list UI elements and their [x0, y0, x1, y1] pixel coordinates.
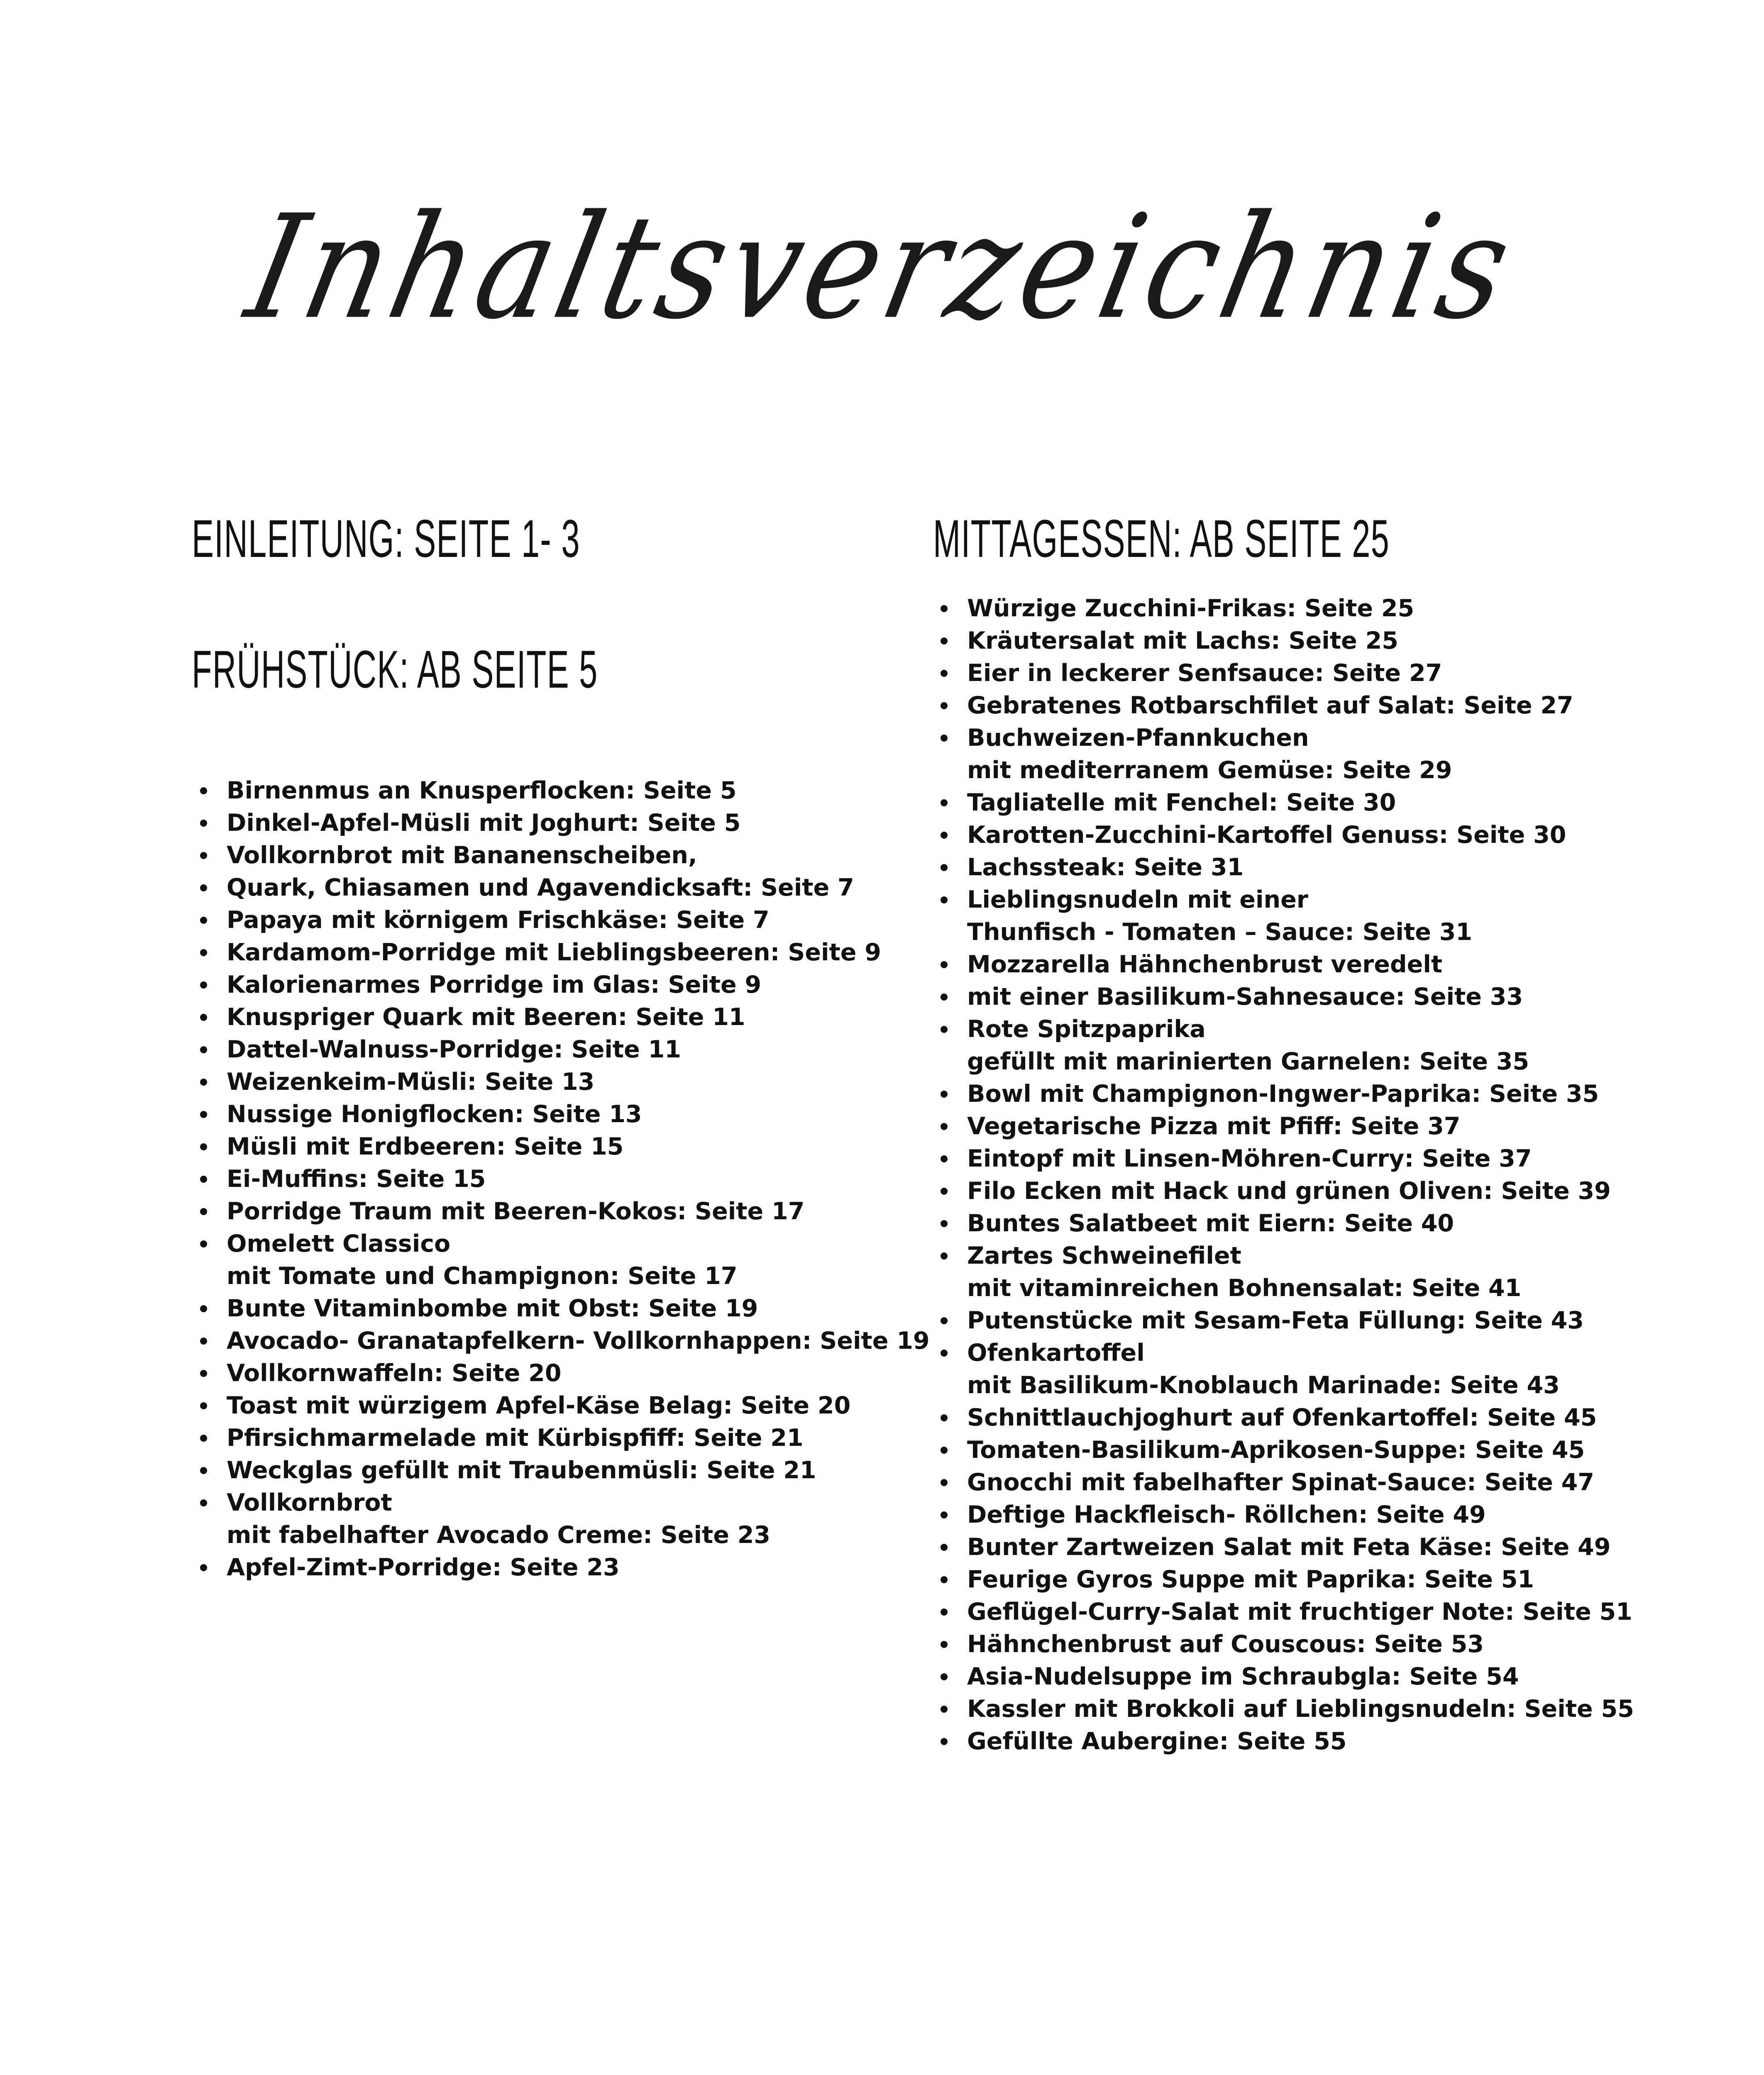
list-item	[934, 884, 1634, 948]
list-item-text: Nussige Honigflocken: Seite 13	[227, 1101, 642, 1128]
list-item-text: Weckglas gefüllt mit Traubenmüsli: Seite 21	[227, 1457, 816, 1484]
list-item-text: Schnittlauchjoghurt auf Ofenkartoffel: Seite 45	[967, 1404, 1597, 1431]
list-item	[193, 1325, 930, 1357]
list-item	[934, 1110, 1634, 1142]
list-item	[934, 1337, 1634, 1401]
list-item-text: Avocado- Granatapfelkern- Vollkornhappen: Seite 19	[227, 1327, 930, 1355]
list-item-text: Deftige Hackfleisch- Röllchen: Seite 49	[967, 1501, 1486, 1528]
list-item-text: Bowl mit Champignon-Ingwer-Paprika: Seite 35	[967, 1080, 1599, 1108]
list-item	[934, 1078, 1634, 1110]
list-item-text: Birnenmus an Knusperflocken: Seite 5	[227, 777, 737, 804]
list-item-text: Bunter Zartweizen Salat mit Feta Käse: Seite 49	[967, 1533, 1611, 1561]
list-item-text: Kardamom-Porridge mit Lieblingsbeeren: Seite 9	[227, 939, 881, 966]
list-item-text: Mozzarella Hähnchenbrust veredelt	[967, 951, 1443, 978]
list-item-text: Müsli mit Erdbeeren: Seite 15	[227, 1133, 624, 1160]
list-item-text: Filo Ecken mit Hack und grünen Oliven: Seite 39	[967, 1177, 1611, 1205]
list-item-text: Kassler mit Brokkoli auf Lieblingsnudeln: Seite 55	[967, 1695, 1634, 1723]
list-item-text: Papaya mit körnigem Frischkäse: Seite 7	[227, 906, 770, 934]
list-item	[193, 1098, 930, 1130]
list-item	[934, 625, 1634, 657]
list-item-text: Kräutersalat mit Lachs: Seite 25	[967, 627, 1398, 654]
section-heading-mittagessen: MITTAGESSEN: AB SEITE 25	[933, 509, 1390, 569]
list-item-text: Ofenkartoffel	[967, 1339, 1145, 1367]
list-item-text: Würzige Zucchini-Frikas: Seite 25	[967, 595, 1415, 622]
list-item-text: Porridge Traum mit Beeren-Kokos: Seite 17	[227, 1198, 805, 1225]
list-item	[934, 1693, 1634, 1725]
list-item	[934, 1499, 1634, 1531]
list-item-text: Pfirsichmarmelade mit Kürbispfiff: Seite 21	[227, 1424, 804, 1452]
list-item-text: Buchweizen-Pfannkuchen	[967, 724, 1309, 752]
list-item	[193, 1357, 930, 1389]
list-item-text-continuation: mit vitaminreichen Bohnensalat: Seite 41	[967, 1274, 1522, 1302]
list-item-text: Lieblingsnudeln mit einer	[967, 886, 1308, 913]
list-item	[934, 1175, 1634, 1207]
list-item-text: Tagliatelle mit Fenchel: Seite 30	[967, 789, 1396, 816]
list-item-text: Eintopf mit Linsen-Möhren-Curry: Seite 37	[967, 1145, 1532, 1172]
list-item-text: Lachssteak: Seite 31	[967, 854, 1244, 881]
list-item-text-continuation: mit mediterranem Gemüse: Seite 29	[967, 757, 1452, 784]
list-item-text: Putenstücke mit Sesam-Feta Füllung: Seite 43	[967, 1307, 1584, 1334]
list-item-text: Feurige Gyros Suppe mit Paprika: Seite 51	[967, 1566, 1534, 1593]
list-item-text: Weizenkeim-Müsli: Seite 13	[227, 1068, 595, 1096]
list-item-text: Tomaten-Basilikum-Aprikosen-Suppe: Seite 45	[967, 1436, 1585, 1464]
list-item	[193, 1292, 930, 1325]
list-item	[934, 1660, 1634, 1693]
list-item	[934, 1628, 1634, 1660]
list-item	[193, 1422, 930, 1454]
list-item-text: Vollkornbrot mit Bananenscheiben,	[227, 842, 697, 869]
list-item	[193, 774, 930, 807]
list-item	[193, 807, 930, 839]
list-item	[934, 1401, 1634, 1434]
list-item-text-continuation: mit fabelhafter Avocado Creme: Seite 23	[227, 1521, 771, 1549]
list-item	[934, 1596, 1634, 1628]
list-item-text: Dattel-Walnuss-Porridge: Seite 11	[227, 1036, 681, 1063]
list-item-text: Vollkornwaffeln: Seite 20	[227, 1360, 562, 1387]
list-item	[934, 592, 1634, 625]
list-item-text: Eier in leckerer Senfsauce: Seite 27	[967, 659, 1442, 687]
list-item	[934, 1531, 1634, 1563]
list-item	[193, 1163, 930, 1195]
list-item-text: Kalorienarmes Porridge im Glas: Seite 9	[227, 971, 762, 998]
list-item-text: Vollkornbrot	[227, 1489, 392, 1516]
list-item	[934, 981, 1634, 1013]
list-item-text: Gnocchi mit fabelhafter Spinat-Sauce: Seite 47	[967, 1469, 1594, 1496]
list-item-text: Gefüllte Aubergine: Seite 55	[967, 1728, 1347, 1755]
list-item-text: Zartes Schweinefilet	[967, 1242, 1241, 1269]
list-item	[193, 1389, 930, 1422]
list-item-text: Buntes Salatbeet mit Eiern: Seite 40	[967, 1210, 1454, 1237]
list-item-text-continuation: gefüllt mit marinierten Garnelen: Seite 35	[967, 1048, 1529, 1075]
list-item	[193, 1066, 930, 1098]
list-item	[193, 1130, 930, 1163]
list-item	[934, 1466, 1634, 1499]
list-item-text: Asia-Nudelsuppe im Schraubgla: Seite 54	[967, 1663, 1519, 1690]
list-item-text: mit einer Basilikum-Sahnesauce: Seite 33	[967, 983, 1523, 1011]
list-item-text: Bunte Vitaminbombe mit Obst: Seite 19	[227, 1295, 758, 1322]
list-item	[934, 1240, 1634, 1304]
list-item-text: Knuspriger Quark mit Beeren: Seite 11	[227, 1003, 745, 1031]
list-item	[934, 1304, 1634, 1337]
page-title: Inhaltsverzeichnis	[235, 184, 1529, 351]
list-item	[934, 1725, 1634, 1758]
list-item	[193, 936, 930, 969]
list-item	[934, 819, 1634, 851]
fruehstueck-list	[193, 774, 930, 1584]
list-item	[934, 786, 1634, 819]
list-item	[934, 1434, 1634, 1466]
list-item	[934, 1142, 1634, 1175]
list-item	[193, 1487, 930, 1551]
list-item-text: Toast mit würzigem Apfel-Käse Belag: Seite 20	[227, 1392, 851, 1419]
section-heading-fruehstueck: FRÜHSTÜCK: AB SEITE 5	[192, 640, 598, 699]
list-item-text: Gebratenes Rotbarschfilet auf Salat: Seite 27	[967, 692, 1573, 719]
list-item	[193, 872, 930, 904]
list-item-text: Omelett Classico	[227, 1230, 451, 1257]
list-item	[193, 904, 930, 936]
list-item	[934, 851, 1634, 884]
list-item-text: Quark, Chiasamen und Agavendicksaft: Seite 7	[227, 874, 854, 901]
list-item	[193, 969, 930, 1001]
list-item	[934, 689, 1634, 722]
list-item	[193, 1195, 930, 1228]
list-item	[193, 1454, 930, 1487]
list-item	[193, 1551, 930, 1584]
list-item	[934, 1013, 1634, 1078]
list-item	[193, 1228, 930, 1292]
list-item-text: Hähnchenbrust auf Couscous: Seite 53	[967, 1631, 1484, 1658]
list-item-text: Karotten-Zucchini-Kartoffel Genuss: Seite 30	[967, 821, 1566, 849]
list-item-text: Apfel-Zimt-Porridge: Seite 23	[227, 1554, 620, 1581]
list-item	[934, 1563, 1634, 1596]
list-item	[193, 839, 930, 872]
list-item	[934, 1207, 1634, 1240]
list-item-text: Rote Spitzpaprika	[967, 1016, 1206, 1043]
list-item-text-continuation: mit Tomate und Champignon: Seite 17	[227, 1262, 738, 1290]
list-item-text: Dinkel-Apfel-Müsli mit Joghurt: Seite 5	[227, 809, 741, 837]
list-item-text: Vegetarische Pizza mit Pfiff: Seite 37	[967, 1113, 1461, 1140]
mittagessen-list	[934, 592, 1634, 1758]
list-item-text: Ei-Muffins: Seite 15	[227, 1165, 486, 1193]
list-item	[934, 722, 1634, 786]
list-item	[193, 1001, 930, 1033]
section-heading-einleitung: EINLEITUNG: SEITE 1- 3	[192, 509, 580, 569]
list-item	[934, 657, 1634, 689]
list-item	[193, 1033, 930, 1066]
list-item	[934, 948, 1634, 981]
list-item-text: Geflügel-Curry-Salat mit fruchtiger Note: Seite 51	[967, 1598, 1632, 1626]
list-item-text-continuation: mit Basilikum-Knoblauch Marinade: Seite 43	[967, 1372, 1560, 1399]
list-item-text-continuation: Thunfisch - Tomaten – Sauce: Seite 31	[967, 918, 1473, 946]
